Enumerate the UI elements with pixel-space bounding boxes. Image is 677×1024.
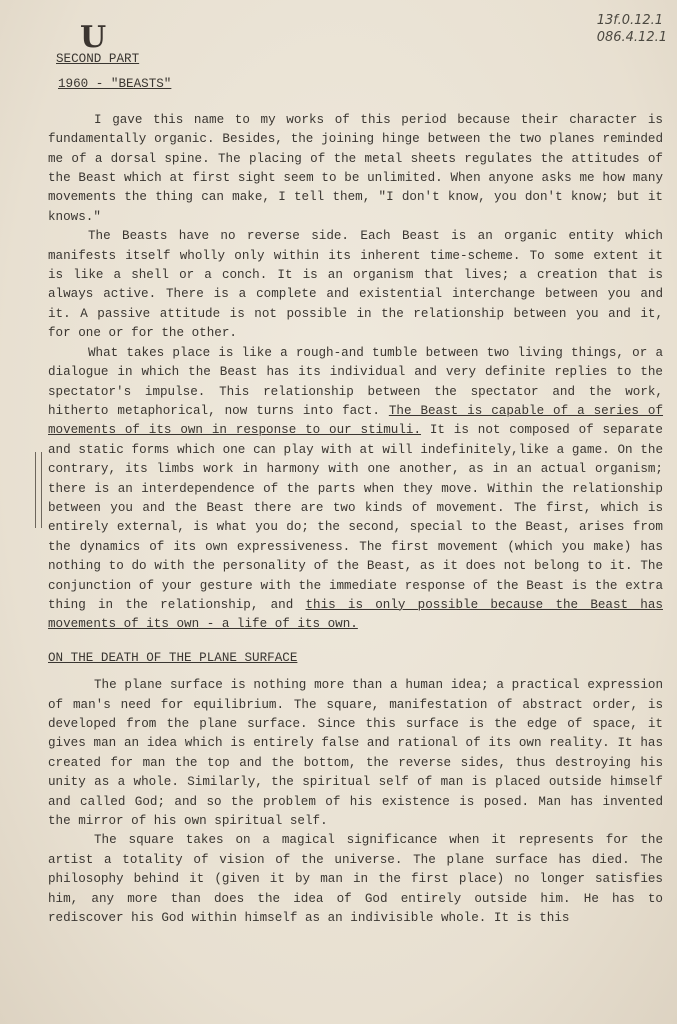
paragraph-3 (48, 344, 663, 635)
section-heading: 1960 - "BEASTS" (58, 77, 172, 92)
margin-double-line (35, 452, 42, 528)
archive-mark-1: 13f.0.12.1 (596, 13, 664, 28)
archive-marks (597, 12, 667, 46)
archive-mark-2: 086.4.12.1 (596, 30, 667, 45)
paragraph-3-part-1: What takes place is like a rough-and tumble between two living things, or a dialogue in which the Beast has its individual and very definite replies to the spectator's impulse. This relationship between the spectator and the work, hitherto metaphorical, now turns into fact. (48, 345, 663, 418)
paragraph-2: The Beasts have no reverse side. Each Beast is an organic entity which manifests itself wholly only within its inherent time-scheme. To some extent it is like a shell or a conch. It is an organism that lives; a creation that is always active. There is a complete and existential interchange between you and it. A passive attitude is not possible in the relationship between you and it, for one or for the other. (48, 229, 663, 341)
underlined-passage-1: The Beast is capable of a series of movements of its own in response to our stimuli. (48, 403, 664, 438)
underlined-passage-2: this is only possible because the Beast has movements of its own - a life of its own. (48, 597, 663, 632)
paragraph-1: I gave this name to my works of this period because their character is fundamentally organic. Besides, the joining hinge between the two planes reminded me of a dorsal spine. The placing of the metal sheets regulates the attitudes of the Beast which at first sight seem to be unlimited. When anyone asks me how many movements the thing can make, I tell them, "I don't know, you don't know; but it knows." (48, 112, 663, 224)
part-heading: SECOND PART (56, 52, 140, 66)
paragraph-5: The square takes on a magical significance when it represents for the artist a totality of vision of the universe. The plane surface has died. The philosophy behind it (given it by man in the first place) no longer satisfies him, any more than does the idea of God entirely outside him. He has to rediscover his God within himself as an indivisible whole. It is this (48, 833, 663, 926)
paragraph-3-part-2: It is not composed of separate and static forms which one can play with at will indefinitely,like a game. On the contrary, its limbs work in harmony with one another, as in an actual organism; there is an interdependence of the parts when they move. Within the relationship between you and the Beast there are two kinds of movement. The first, which is entirely external, is what you do; the second, special to the Beast, arises from the dynamics of its own expressiveness. The first movement (which you make) has nothing to do with the personality of the Beast, as it does not belong to it. The conjunction of your gesture with the immediate response of the Beast is the extra thing in the relationship, and (48, 423, 663, 612)
paragraph-4: The plane surface is nothing more than a human idea; a practical expression of man's need for equilibrium. The square, manifestation of abstract order, is developed from the plane surface. Since this surface is the edge of space, it gives man an idea which is entirely false and rational of its own reality. It has created for man the top and the bottom, the reverse sides, thus destroying his unity as a whole. Similarly, the spiritual self of man is placed outside himself and called God; and so the problem of his existence is posed. Man has invented the mirror of his own spiritual self. (48, 678, 663, 829)
typed-text (48, 50, 663, 928)
plane-surface-heading: ON THE DEATH OF THE PLANE SURFACE (48, 650, 298, 665)
handwritten-letter: U (80, 20, 107, 55)
